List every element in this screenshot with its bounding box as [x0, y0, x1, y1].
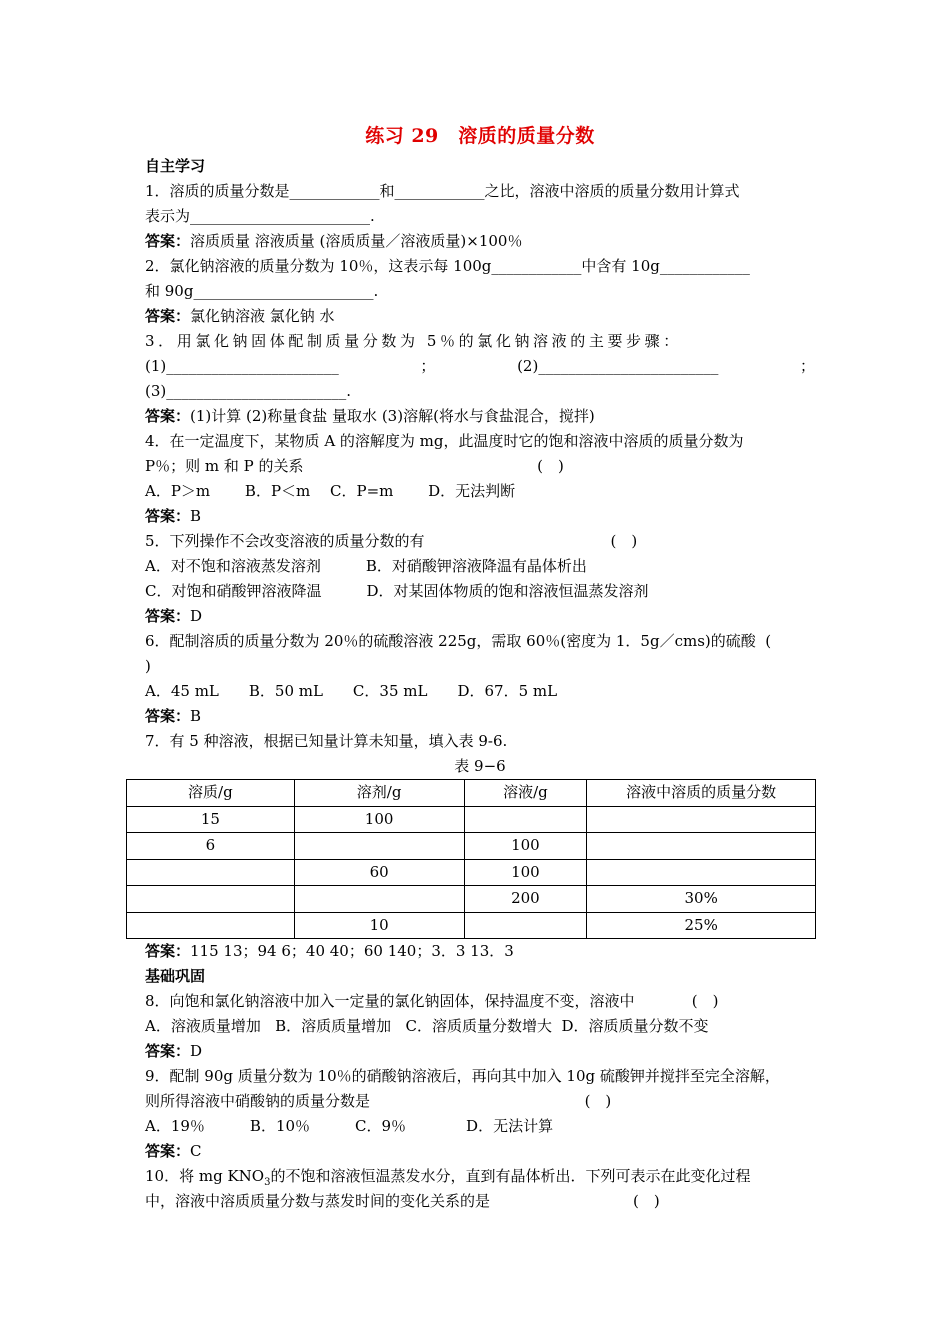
table-header-cell: 溶液/g: [464, 780, 587, 807]
separator: ；: [799, 357, 815, 375]
answer-label: 答案：: [145, 407, 191, 425]
table-cell: [464, 912, 587, 939]
answer-8: [145, 1039, 815, 1064]
answer-label: 答案：: [145, 1042, 191, 1060]
question-7: 7．有 5 种溶液，根据已知量计算未知量，填入表 9-6.: [145, 732, 508, 750]
question-1-line-2: 表示为________________________.: [145, 207, 375, 225]
answer-2: [145, 304, 815, 329]
answer-text: B: [190, 707, 202, 725]
answer-6: [145, 704, 815, 729]
table-row: [127, 912, 816, 939]
question-1-line-1: 1．溶质的质量分数是____________和____________之比，溶液中溶质的质量分数用计算式: [145, 182, 740, 200]
table-cell: 100: [464, 833, 587, 860]
answer-label: 答案：: [145, 232, 191, 250]
question-9-line-1: 9．配制 90g 质量分数为 10％的硝酸钠溶液后，再向其中加入 10g 硫酸钾并搅拌至完全溶解，: [145, 1067, 780, 1085]
question-9-line-2: 则所得溶液中硝酸钠的质量分数是 ( ): [145, 1092, 612, 1110]
answer-4: [145, 504, 815, 529]
question-2-line-1: 2．氯化钠溶液的质量分数为 10％，这表示每 100g____________中含有 10g____________: [145, 257, 750, 275]
answer-text: C: [190, 1142, 202, 1160]
question-4-line-2: P％；则 m 和 P 的关系 ( ): [145, 457, 564, 475]
table-header-cell: 溶剂/g: [294, 780, 464, 807]
answer-9: [145, 1139, 815, 1164]
table-cell: [127, 859, 295, 886]
data-table: [126, 779, 816, 939]
question-6-line-1: 6．配制溶质的质量分数为 20％的硫酸溶液 225g，需取 60％(密度为 1．5g／cms)的硫酸 (: [145, 632, 772, 650]
question-3-line-2: [145, 354, 815, 379]
answer-text: (1)计算 (2)称量食盐 量取水 (3)溶解(将水与食盐混合，搅拌): [190, 407, 595, 425]
table-row: [127, 886, 816, 913]
answer-label: 答案：: [145, 307, 191, 325]
table-cell: 200: [464, 886, 587, 913]
answer-label: 答案：: [145, 607, 191, 625]
table-cell: 100: [294, 806, 464, 833]
table-cell: [587, 859, 816, 886]
answer-5: [145, 604, 815, 629]
question-5-options-1: A．对不饱和溶液蒸发溶剂 B．对硝酸钾溶液降温有晶体析出: [145, 557, 587, 575]
section-heading: 基础巩固: [145, 967, 206, 985]
question-2-line-2: 和 90g________________________.: [145, 282, 379, 300]
table-cell: 60: [294, 859, 464, 886]
subscript: 3: [264, 1177, 271, 1188]
table-cell: [464, 806, 587, 833]
question-9-options: A．19％ B．10％ C．9％ D．无法计算: [145, 1117, 554, 1135]
question-10-line-2: 中，溶液中溶质质量分数与蒸发时间的变化关系的是 ( ): [145, 1192, 660, 1210]
answer-label: 答案：: [145, 1142, 191, 1160]
table-cell: [294, 886, 464, 913]
separator: ；: [420, 357, 436, 375]
table-cell: [587, 833, 816, 860]
answer-label: 答案：: [145, 507, 191, 525]
table-cell: [294, 833, 464, 860]
blank-1: (1)_______________________: [145, 357, 339, 375]
question-3-line-3: (3)________________________.: [145, 382, 352, 400]
answer-text: 115 13；94 6；40 40；60 140；3．3 13．3: [190, 942, 514, 960]
answer-7: [145, 939, 815, 964]
table-row: [127, 806, 816, 833]
question-8-options: A．溶液质量增加 B．溶质质量增加 C．溶质质量分数增大 D．溶质质量分数不变: [145, 1017, 709, 1035]
question-6-options: A．45 mL B．50 mL C．35 mL D．67．5 mL: [145, 682, 558, 700]
answer-3: [145, 404, 815, 429]
answer-text: D: [190, 607, 203, 625]
table-header-row: [127, 780, 816, 807]
blank-2: (2)________________________: [517, 357, 719, 375]
question-4-line-1: 4．在一定温度下，某物质 A 的溶解度为 mg，此温度时它的饱和溶液中溶质的质量分数为: [145, 432, 744, 450]
table-header-cell: 溶液中溶质的质量分数: [587, 780, 816, 807]
table-cell: 25%: [587, 912, 816, 939]
question-3-line-1: 3．用氯化钠固体配制质量分数为 5％的氯化钠溶液的主要步骤：: [145, 332, 682, 350]
answer-text: B: [190, 507, 202, 525]
table-cell: 15: [127, 806, 295, 833]
table-cell: [127, 912, 295, 939]
table-caption: 表 9−6: [454, 757, 506, 775]
page-title: 练习 29 溶质的质量分数: [365, 125, 595, 147]
answer-label: 答案：: [145, 707, 191, 725]
question-8: 8．向饱和氯化钠溶液中加入一定量的氯化钠固体，保持温度不变，溶液中 ( ): [145, 992, 719, 1010]
table-cell: 30%: [587, 886, 816, 913]
table-cell: 6: [127, 833, 295, 860]
document-page: [145, 122, 815, 1214]
answer-label: 答案：: [145, 942, 191, 960]
question-text: 10．将 mg KNO: [145, 1167, 265, 1185]
question-text: 的不饱和溶液恒温蒸发水分，直到有晶体析出．下列可表示在此变化过程: [270, 1167, 751, 1185]
table-cell: [127, 886, 295, 913]
answer-text: D: [190, 1042, 203, 1060]
answer-text: 氯化钠溶液 氯化钠 水: [190, 307, 335, 325]
table-cell: 100: [464, 859, 587, 886]
question-4-options: A．P＞m B．P＜m C．P=m D．无法判断: [145, 482, 516, 500]
table-cell: [587, 806, 816, 833]
question-5-options-2: C．对饱和硝酸钾溶液降温 D．对某固体物质的饱和溶液恒温蒸发溶剂: [145, 582, 649, 600]
table-header-cell: 溶质/g: [127, 780, 295, 807]
answer-text: 溶质质量 溶液质量 (溶质质量／溶液质量)×100％: [190, 232, 523, 250]
answer-1: [145, 229, 815, 254]
table-row: [127, 833, 816, 860]
section-heading: 自主学习: [145, 157, 206, 175]
table-cell: 10: [294, 912, 464, 939]
question-6-line-2: ): [145, 657, 151, 675]
question-5: 5．下列操作不会改变溶液的质量分数的有 ( ): [145, 532, 638, 550]
table-row: [127, 859, 816, 886]
question-10-line-1: [145, 1164, 815, 1189]
